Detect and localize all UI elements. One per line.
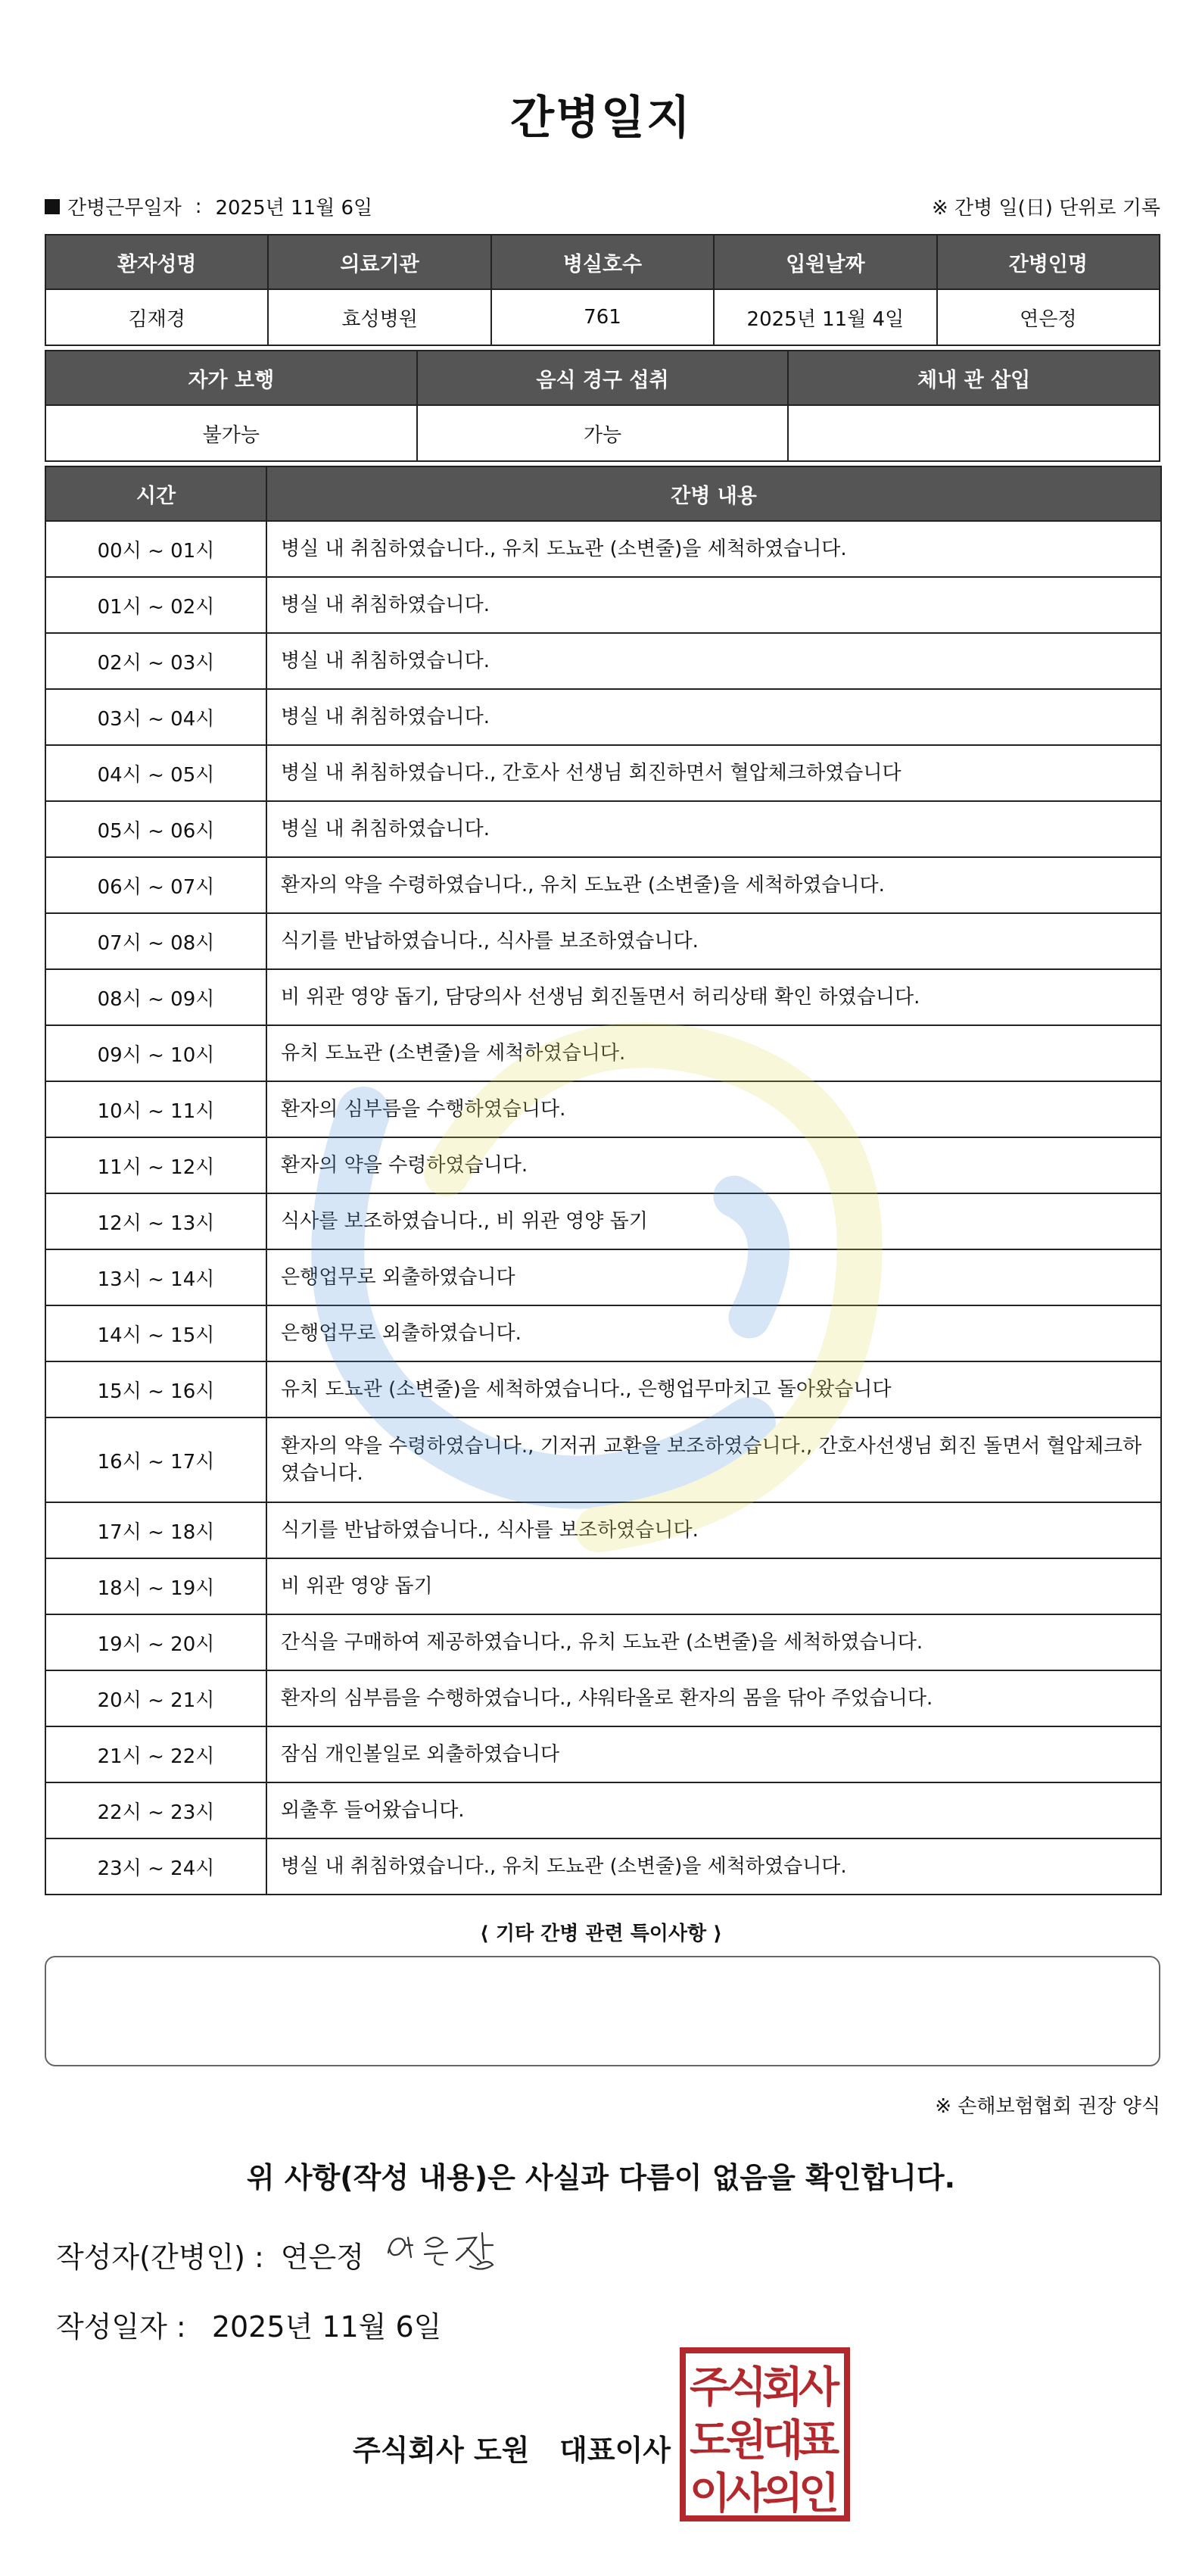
care-log-row	[45, 521, 1161, 577]
svg-text:도: 도	[689, 2416, 731, 2465]
handwritten-signature	[382, 2222, 518, 2275]
care-log-content: 환자의 심부름을 수행하였습니다., 샤워타올로 환자의 몸을 닦아 주었습니다.	[266, 1670, 1161, 1726]
care-log-row	[45, 801, 1161, 857]
care-log-content: 환자의 약을 수령하였습니다.	[266, 1137, 1161, 1193]
care-log-time: 10시 ~ 11시	[45, 1081, 266, 1137]
writer-name: 연은정	[280, 2241, 364, 2274]
care-log-time: 00시 ~ 01시	[45, 521, 266, 577]
header-care-content: 간병 내용	[266, 466, 1161, 521]
care-log-time: 01시 ~ 02시	[45, 577, 266, 633]
care-log-content: 병실 내 취침하였습니다., 유치 도뇨관 (소변줄)을 세척하였습니다.	[266, 521, 1161, 577]
care-log-row	[45, 1193, 1161, 1249]
patient-name-value: 김재경	[45, 289, 268, 345]
header-patient-name: 환자성명	[45, 235, 268, 289]
care-log-header-row	[45, 466, 1161, 521]
care-log-time: 22시 ~ 23시	[45, 1782, 266, 1838]
care-log-row	[45, 689, 1161, 745]
svg-text:원: 원	[725, 2416, 768, 2465]
svg-text:사: 사	[725, 2469, 768, 2518]
room-number-value: 761	[491, 289, 714, 345]
care-log-row	[45, 1502, 1161, 1558]
care-log-row	[45, 1782, 1161, 1838]
company-seal-stamp	[680, 2347, 850, 2521]
patient-info-value-row	[45, 289, 1160, 345]
care-log-row	[45, 1081, 1161, 1137]
svg-text:의: 의	[761, 2469, 804, 2518]
patient-status-header-row	[45, 351, 1160, 405]
care-log-row	[45, 1838, 1161, 1895]
svg-text:사: 사	[798, 2363, 840, 2412]
svg-text:회: 회	[761, 2363, 804, 2412]
oral-intake-value: 가능	[417, 405, 789, 461]
writer-label: 작성자(간병인) :	[56, 2241, 264, 2274]
care-log-content: 병실 내 취침하였습니다.	[266, 577, 1161, 633]
care-log-content: 간식을 구매하여 제공하였습니다., 유치 도뇨관 (소변줄)을 세척하였습니다.	[266, 1614, 1161, 1670]
care-log-time: 03시 ~ 04시	[45, 689, 266, 745]
hospital-value: 효성병원	[268, 289, 490, 345]
care-log-time: 08시 ~ 09시	[45, 969, 266, 1025]
care-log-row	[45, 969, 1161, 1025]
care-log-row	[45, 1361, 1161, 1417]
care-log-time: 21시 ~ 22시	[45, 1726, 266, 1782]
caregiver-name-value: 연은정	[937, 289, 1160, 345]
header-room-number: 병실호수	[491, 235, 714, 289]
care-log-time: 05시 ~ 06시	[45, 801, 266, 857]
svg-text:대: 대	[761, 2416, 804, 2465]
care-log-row	[45, 1137, 1161, 1193]
care-log-row	[45, 633, 1161, 689]
care-log-row	[45, 577, 1161, 633]
care-log-time: 04시 ~ 05시	[45, 745, 266, 801]
care-log-row	[45, 1670, 1161, 1726]
work-date-line	[45, 192, 372, 220]
patient-info-header-row	[45, 235, 1160, 289]
care-log-content: 유치 도뇨관 (소변줄)을 세척하였습니다., 은행업무마치고 돌아왔습니다	[266, 1361, 1161, 1417]
patient-info-table	[45, 234, 1160, 346]
care-log-content: 환자의 약을 수령하였습니다., 유치 도뇨관 (소변줄)을 세척하였습니다.	[266, 857, 1161, 913]
care-log-content: 병실 내 취침하였습니다., 유치 도뇨관 (소변줄)을 세척하였습니다.	[266, 1838, 1161, 1895]
tube-insertion-value	[788, 405, 1160, 461]
recommended-form-note: ※ 손해보험협회 권장 양식	[935, 2095, 1160, 2118]
square-bullet-icon	[45, 199, 60, 214]
svg-text:식: 식	[725, 2363, 768, 2412]
care-log-content: 병실 내 취침하였습니다.	[266, 633, 1161, 689]
written-date-line	[56, 2303, 441, 2345]
care-log-time: 06시 ~ 07시	[45, 857, 266, 913]
care-log-time: 23시 ~ 24시	[45, 1838, 266, 1895]
care-log-content: 잠심 개인볼일로 외출하였습니다	[266, 1726, 1161, 1782]
care-log-row	[45, 1025, 1161, 1081]
header-admission-date: 입원날짜	[714, 235, 936, 289]
svg-text:주: 주	[689, 2363, 731, 2412]
work-date-label: 간병근무일자	[67, 197, 182, 220]
care-log-row	[45, 1726, 1161, 1782]
written-date-label: 작성일자 :	[56, 2310, 186, 2344]
care-log-time: 11시 ~ 12시	[45, 1137, 266, 1193]
confirmation-statement: 위 사항(작성 내용)은 사실과 다름이 없음을 확인합니다.	[246, 2161, 956, 2194]
work-date-separator: :	[195, 195, 202, 218]
care-log-content: 환자의 심부름을 수행하였습니다.	[266, 1081, 1161, 1137]
care-log-content: 식기를 반납하였습니다., 식사를 보조하였습니다.	[266, 913, 1161, 969]
written-date-value: 2025년 11월 6일	[211, 2310, 442, 2344]
special-notes-box	[45, 1956, 1160, 2066]
care-log-content: 은행업무로 외출하였습니다	[266, 1249, 1161, 1305]
care-log-content: 식기를 반납하였습니다., 식사를 보조하였습니다.	[266, 1502, 1161, 1558]
care-log-time: 07시 ~ 08시	[45, 913, 266, 969]
svg-text:표: 표	[798, 2416, 840, 2465]
record-unit-note: ※ 간병 일(日) 단위로 기록	[931, 197, 1160, 220]
company-representative: 주식회사 도원 대표이사	[353, 2434, 671, 2467]
care-log-time: 15시 ~ 16시	[45, 1361, 266, 1417]
care-log-row	[45, 913, 1161, 969]
header-oral-intake: 음식 경구 섭취	[417, 351, 789, 405]
care-log-content: 비 위관 영양 돕기, 담당의사 선생님 회진돌면서 허리상태 확인 하였습니다.	[266, 969, 1161, 1025]
admission-date-value: 2025년 11월 4일	[714, 289, 936, 345]
page-title: 간병일지	[510, 92, 692, 145]
care-log-table	[45, 466, 1162, 1895]
patient-status-table	[45, 350, 1160, 462]
svg-text:이: 이	[689, 2469, 731, 2518]
care-log-row	[45, 745, 1161, 801]
header-caregiver-name: 간병인명	[937, 235, 1160, 289]
care-log-content: 유치 도뇨관 (소변줄)을 세척하였습니다.	[266, 1025, 1161, 1081]
care-log-time: 20시 ~ 21시	[45, 1670, 266, 1726]
care-log-content: 은행업무로 외출하였습니다.	[266, 1305, 1161, 1361]
care-log-content: 비 위관 영양 돕기	[266, 1558, 1161, 1614]
svg-text:인: 인	[798, 2469, 840, 2518]
patient-status-value-row	[45, 405, 1160, 461]
writer-line	[56, 2234, 364, 2275]
self-walking-value: 불가능	[45, 405, 417, 461]
care-log-row	[45, 1558, 1161, 1614]
care-log-content: 외출후 들어왔습니다.	[266, 1782, 1161, 1838]
care-log-row	[45, 1614, 1161, 1670]
care-log-content: 병실 내 취침하였습니다.	[266, 801, 1161, 857]
care-log-time: 16시 ~ 17시	[45, 1417, 266, 1502]
care-log-content: 병실 내 취침하였습니다.	[266, 689, 1161, 745]
work-date-value: 2025년 11월 6일	[215, 197, 373, 220]
care-log-time: 09시 ~ 10시	[45, 1025, 266, 1081]
care-log-time: 12시 ~ 13시	[45, 1193, 266, 1249]
care-log-time: 18시 ~ 19시	[45, 1558, 266, 1614]
care-log-content: 식사를 보조하였습니다., 비 위관 영양 돕기	[266, 1193, 1161, 1249]
care-log-row	[45, 1417, 1161, 1502]
care-log-row	[45, 1305, 1161, 1361]
care-log-time: 17시 ~ 18시	[45, 1502, 266, 1558]
header-hospital: 의료기관	[268, 235, 490, 289]
header-time: 시간	[45, 466, 266, 521]
care-log-row	[45, 857, 1161, 913]
care-log-content: 병실 내 취침하였습니다., 간호사 선생님 회진하면서 혈압체크하였습니다	[266, 745, 1161, 801]
care-log-row	[45, 1249, 1161, 1305]
care-log-time: 19시 ~ 20시	[45, 1614, 266, 1670]
care-log-content: 환자의 약을 수령하였습니다., 기저귀 교환을 보조하였습니다., 간호사선생님 회진 돌면서 혈압체크하였습니다.	[266, 1417, 1161, 1502]
header-tube-insertion: 체내 관 삽입	[788, 351, 1160, 405]
care-log-time: 14시 ~ 15시	[45, 1305, 266, 1361]
care-log-body	[45, 521, 1161, 1895]
care-log-time: 02시 ~ 03시	[45, 633, 266, 689]
care-log-time: 13시 ~ 14시	[45, 1249, 266, 1305]
header-self-walking: 자가 보행	[45, 351, 417, 405]
special-notes-title: ⟨ 기타 간병 관련 특이사항 ⟩	[479, 1923, 723, 1945]
